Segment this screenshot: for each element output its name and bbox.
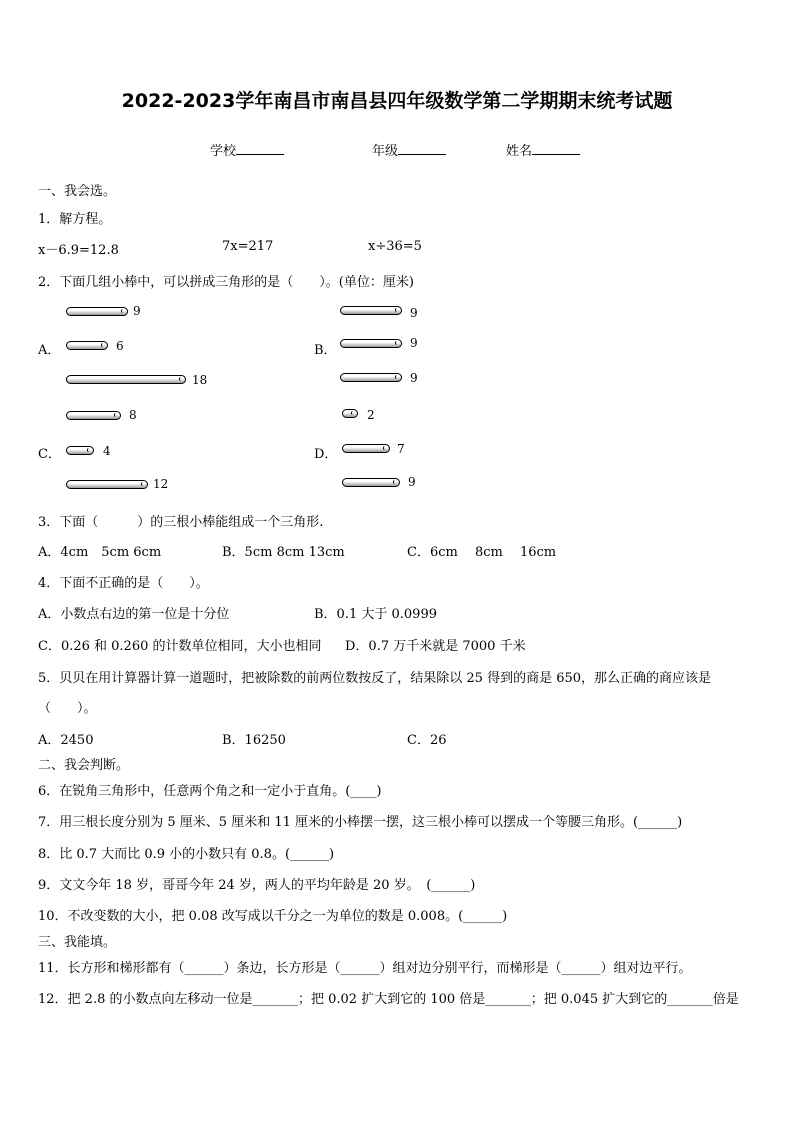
q5-text: 5．贝贝在用计算器计算一道题时，把被除数的前两位数按反了，结果除以 25 得到的商是 650，那么正确的商应该是 (38, 671, 712, 686)
grade-blank[interactable] (398, 142, 446, 155)
stick-a2 (66, 341, 108, 350)
q3-option-b[interactable]: B．5cm 8cm 13cm (222, 545, 345, 560)
stick-d1 (342, 409, 358, 418)
option-c-label[interactable]: C． (38, 447, 61, 462)
q6-text: 6．在锐角三角形中，任意两个角之和一定小于直角。(____) (38, 784, 382, 799)
q5-text-cont: （ ）。 (38, 701, 97, 716)
stick-c2-length: 4 (103, 444, 111, 458)
stick-c3 (66, 480, 148, 489)
q4-option-b[interactable]: B．0.1 大于 0.0999 (314, 607, 437, 622)
stick-a3-length: 18 (192, 373, 208, 387)
q3-option-c[interactable]: C．6cm 8cm 16cm (407, 545, 557, 560)
q4-option-d[interactable]: D．0.7 万千米就是 7000 千米 (345, 639, 526, 654)
section-2-heading: 二、我会判断。 (38, 758, 130, 773)
q5-option-c[interactable]: C．26 (407, 733, 447, 748)
q4-text: 4．下面不正确的是（ ）。 (38, 576, 209, 591)
q4-option-a[interactable]: A．小数点右边的第一位是十分位 (38, 607, 230, 622)
school-blank[interactable] (236, 142, 284, 155)
q7-text: 7．用三根长度分别为 5 厘米、5 厘米和 11 厘米的小棒摆一摆，这三根小棒可以摆成一个等腰三角形。(______) (38, 815, 683, 830)
name-blank[interactable] (532, 142, 580, 155)
q1-equation-1: x－6.9=12.8 (38, 243, 119, 258)
option-a-label[interactable]: A． (38, 343, 61, 358)
section-1-heading: 一、我会选。 (38, 184, 117, 199)
stick-d3 (342, 478, 400, 487)
q3-text: 3．下面（ ）的三根小棒能组成一个三角形. (38, 515, 324, 530)
q10-text: 10．不改变数的大小，把 0.08 改写成以千分之一为单位的数是 0.008。(______) (38, 909, 508, 924)
q5-option-a[interactable]: A．2450 (38, 733, 94, 748)
stick-c3-length: 12 (153, 477, 169, 491)
stick-b2 (340, 339, 402, 348)
q2-text: 2．下面几组小棒中，可以拼成三角形的是（ ）。(单位：厘米) (38, 275, 414, 290)
stick-a2-length: 6 (116, 339, 124, 353)
grade-label: 年级 (372, 144, 399, 159)
stick-b3-length: 9 (410, 371, 418, 385)
q1-equation-2: 7x=217 (222, 239, 274, 254)
option-b-label[interactable]: B． (314, 343, 337, 358)
stick-c1-length: 8 (129, 408, 137, 422)
school-field[interactable] (210, 140, 284, 159)
stick-c1 (66, 411, 121, 420)
q4-option-c[interactable]: C．0.26 和 0.260 的计数单位相同，大小也相同 (38, 639, 322, 654)
stick-b3 (340, 373, 402, 382)
stick-d2 (342, 444, 390, 453)
q9-text: 9．文文今年 18 岁，哥哥今年 24 岁，两人的平均年龄是 20 岁。 (______) (38, 878, 476, 893)
name-field[interactable] (506, 140, 580, 159)
q12-text: 12．把 2.8 的小数点向左移动一位是_______；把 0.02 扩大到它的 100 倍是_______；把 0.045 扩大到它的_______倍是 (38, 992, 739, 1007)
school-label: 学校 (210, 144, 237, 159)
q8-text: 8．比 0.7 大而比 0.9 小的小数只有 0.8。(______) (38, 847, 335, 862)
q1-equation-3: x÷36=5 (368, 239, 422, 254)
stick-a3 (66, 375, 186, 384)
stick-b1-length: 9 (410, 306, 418, 320)
q3-option-a[interactable]: A．4cm 5cm 6cm (38, 545, 162, 560)
section-3-heading: 三、我能填。 (38, 935, 117, 950)
q11-text: 11．长方形和梯形都有（______）条边，长方形是（______）组对边分别平行，而梯形是（______）组对边平行。 (38, 961, 692, 976)
name-label: 姓名 (506, 144, 533, 159)
stick-a1-length: 9 (133, 304, 141, 318)
stick-b1 (340, 306, 402, 315)
stick-a1 (66, 307, 128, 316)
stick-d3-length: 9 (408, 475, 416, 489)
option-d-label[interactable]: D． (314, 447, 338, 462)
stick-d1-length: 2 (367, 408, 375, 422)
stick-c2 (66, 446, 94, 455)
grade-field[interactable] (372, 140, 446, 159)
stick-b2-length: 9 (410, 336, 418, 350)
page-title: 2022-2023学年南昌市南昌县四年级数学第二学期期末统考试题 (121, 90, 673, 112)
q5-option-b[interactable]: B．16250 (222, 733, 286, 748)
q1-text: 1．解方程。 (38, 212, 112, 227)
stick-d2-length: 7 (397, 442, 405, 456)
